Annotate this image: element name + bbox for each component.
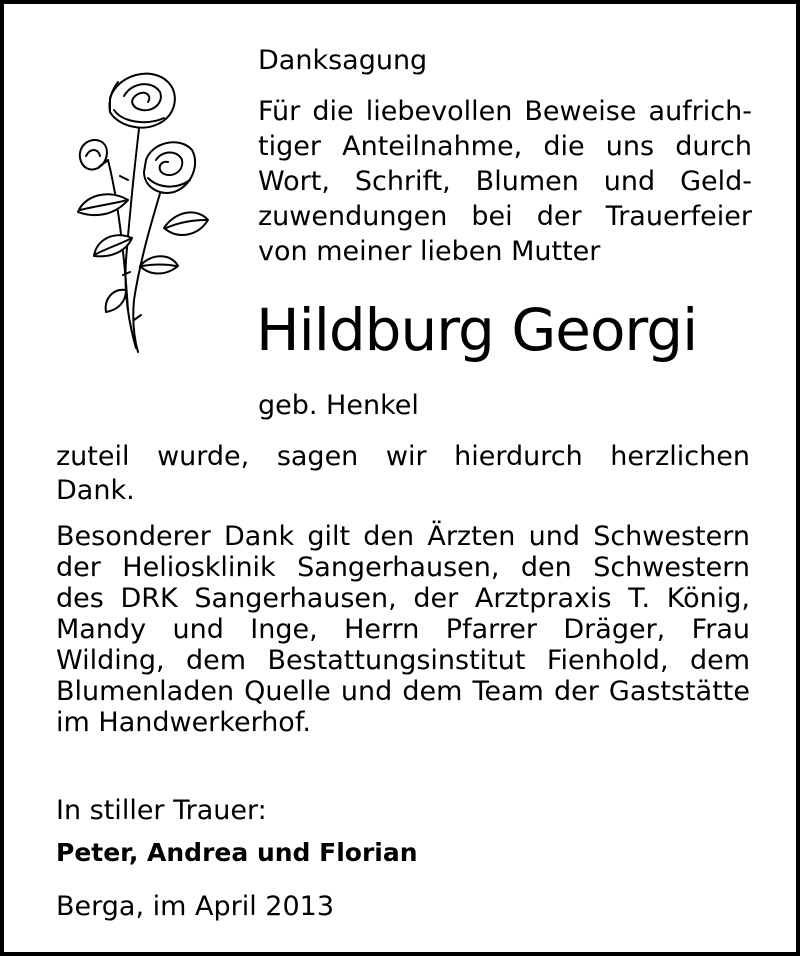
special-thanks-line: des DRK Sangerhausen, der Arztpraxis T. König, (56, 583, 750, 614)
special-thanks-line: Mandy und Inge, Herrn Pfarrer Dräger, Frau (56, 614, 750, 645)
rose-icon (48, 60, 218, 360)
thanks-paragraph (56, 440, 750, 508)
signers: Peter, Andrea und Florian (56, 838, 418, 867)
intro-line: zuwendungen bei der Trauerfeier (258, 201, 752, 232)
thanks-line: Dank. (56, 475, 135, 506)
mourning-line: In stiller Trauer: (56, 795, 267, 826)
birth-name: geb. Henkel (258, 390, 419, 421)
special-thanks-paragraph (56, 521, 750, 738)
special-thanks-line: Wilding, dem Bestattungsinstitut Fienhold, dem (56, 645, 750, 676)
special-thanks-line: der Heliosklinik Sangerhausen, den Schwestern (56, 552, 750, 583)
notice-heading: Danksagung (258, 45, 428, 76)
intro-paragraph (258, 94, 752, 269)
special-thanks-line: Blumenladen Quelle und dem Team der Gaststätte (56, 676, 750, 707)
deceased-name: Hildburg Georgi (256, 296, 698, 364)
intro-line: tiger Anteilnahme, die uns durch (258, 131, 752, 162)
intro-line: von meiner lieben Mutter (258, 236, 601, 267)
intro-line: Wort, Schrift, Blumen und Geld- (258, 166, 752, 197)
thanks-line: zuteil wurde, sagen wir hierdurch herzlichen (56, 441, 750, 472)
place-date: Berga, im April 2013 (56, 891, 335, 922)
intro-line: Für die liebevollen Beweise aufrich- (258, 96, 752, 127)
special-thanks-line: im Handwerkerhof. (56, 707, 311, 738)
special-thanks-line: Besonderer Dank gilt den Ärzten und Schwestern (56, 521, 750, 552)
